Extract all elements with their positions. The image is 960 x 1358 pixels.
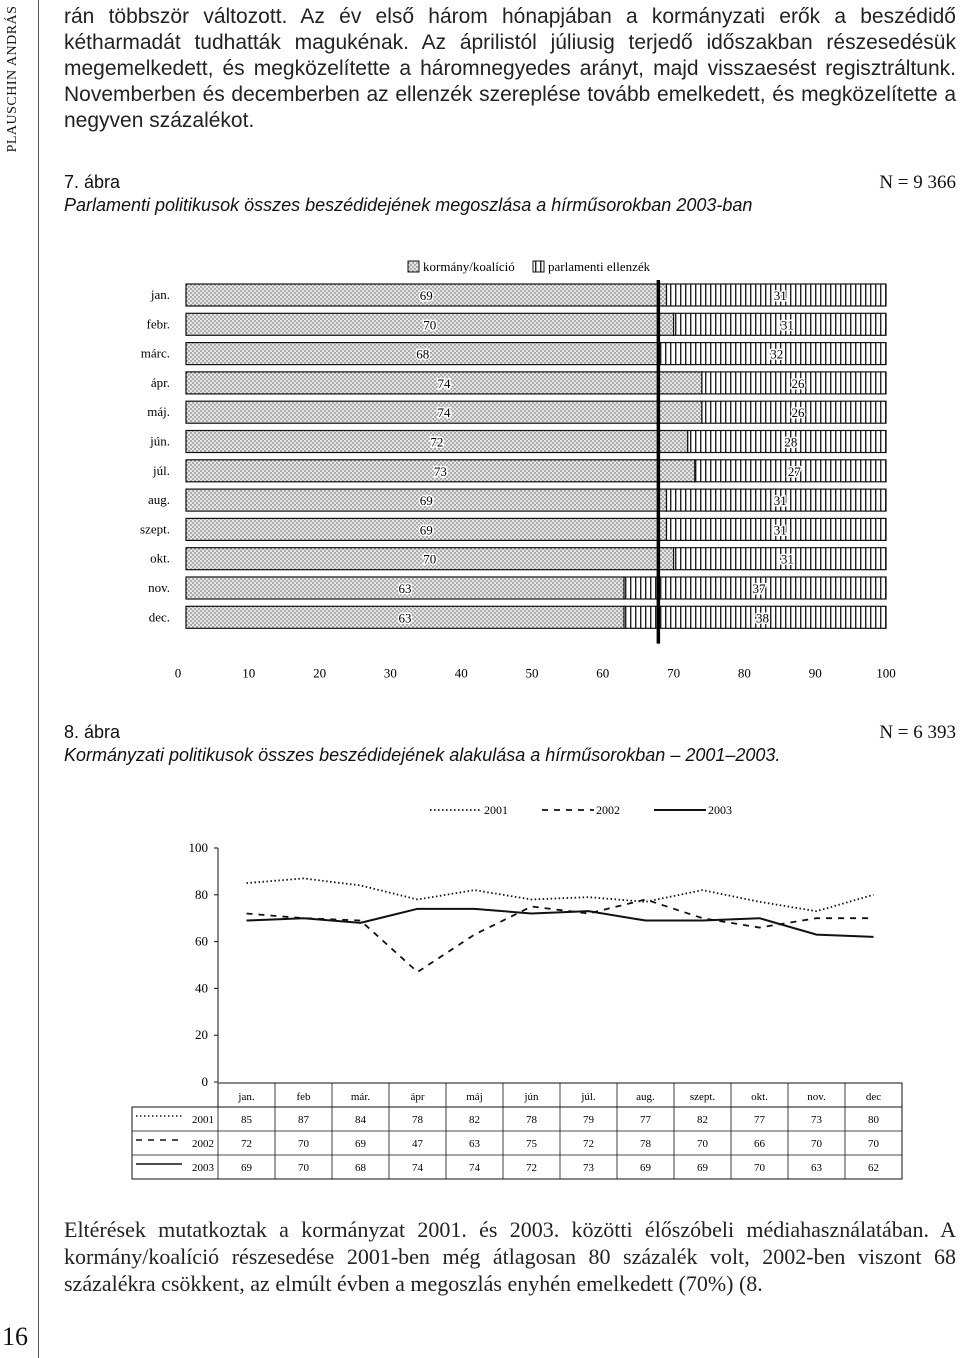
data-label-gov: 72: [430, 434, 444, 450]
table-cell: 72: [526, 1162, 537, 1174]
figure7-number: 7. ábra: [64, 172, 121, 192]
table-cell: 75: [526, 1138, 537, 1150]
x-tick-label: 0: [174, 665, 182, 681]
table-cell: 73: [811, 1114, 822, 1126]
page-number: 16: [2, 1322, 28, 1351]
table-cell: 84: [355, 1114, 366, 1126]
figure8-number: 8. ábra: [64, 722, 121, 742]
table-cell: 62: [868, 1162, 879, 1174]
x-tick-label: 80: [737, 665, 751, 681]
category-label: jan.: [150, 287, 170, 302]
figure8-data-table: [132, 1083, 902, 1179]
table-cell: 47: [412, 1138, 423, 1150]
series-line-2001: [247, 878, 874, 911]
table-month-label: máj: [466, 1091, 483, 1103]
table-series-name: 2002: [192, 1138, 214, 1150]
figure8-n: N = 6 393: [879, 722, 956, 743]
table-cell: 69: [697, 1162, 708, 1174]
figure8-chart: [0, 790, 960, 1190]
figure7-caption: Parlamenti politikusok összes beszédidejének megoszlása a hírműsorokban 2003-ban: [64, 195, 753, 215]
table-cell: 74: [469, 1162, 480, 1174]
legend-label-2003: 2003: [708, 803, 732, 817]
category-label: szept.: [140, 521, 170, 537]
figure7-row: [148, 577, 886, 599]
x-tick-label: 20: [313, 665, 327, 681]
table-month-label: jan.: [238, 1091, 255, 1103]
legend-label-opp: parlamenti ellenzék: [548, 259, 651, 274]
y-tick-label: 100: [188, 840, 208, 855]
figure7-row: [150, 284, 886, 306]
table-cell: 63: [811, 1162, 822, 1174]
data-label-opp: 26: [791, 405, 805, 421]
table-cell: 87: [298, 1114, 309, 1126]
data-label-opp: 26: [791, 375, 805, 391]
category-label: máj.: [147, 404, 170, 420]
table-series-name: 2003: [192, 1162, 214, 1174]
data-label-gov: 69: [419, 493, 433, 509]
table-series-name: 2001: [192, 1114, 214, 1126]
data-label-gov: 69: [419, 288, 433, 303]
table-cell: 68: [355, 1162, 366, 1174]
legend-label-2001: 2001: [484, 803, 508, 817]
figure8-caption: Kormányzati politikusok összes beszédidejének alakulása a hírműsorokban – 2001–2003.: [64, 745, 781, 765]
series-line-2002: [247, 899, 874, 972]
table-cell: 78: [640, 1138, 651, 1150]
figure7-row: [149, 431, 886, 453]
figure7-chart: [0, 250, 960, 690]
data-label-gov: 63: [398, 581, 412, 596]
table-cell: 69: [355, 1138, 366, 1150]
category-label: febr.: [146, 316, 170, 332]
data-label-opp: 31: [780, 317, 794, 333]
table-month-label: júl.: [581, 1091, 596, 1103]
category-label: dec.: [148, 609, 170, 625]
figure7-row: [151, 372, 886, 394]
figure7-row: [140, 518, 886, 540]
table-cell: 82: [469, 1114, 480, 1126]
x-tick-label: 40: [454, 665, 468, 681]
category-label: nov.: [148, 580, 170, 595]
x-tick-label: 90: [808, 665, 822, 681]
data-label-gov: 74: [437, 405, 451, 421]
data-label-opp: 38: [756, 610, 770, 626]
figure7-row: [147, 313, 886, 335]
figure7-header: [64, 172, 956, 216]
category-label: ápr.: [150, 374, 170, 390]
figure7-row: [147, 401, 886, 423]
table-month-label: okt.: [751, 1091, 768, 1103]
intro-paragraph: rán többször változott. Az év első három hónapjában a kormányzati erők a beszédidő kétharmadát tudhatták magukénak. Az áprilistól júliusig terjedő időszakban részesedésük megemelkedett, és megközelítette a háromnegyedes arányt, majd visszaesést regisztráltunk. Novemberben és decemberben az ellenzék szereplése tovább emelkedett, és megközelítette a negyven százalékot.: [64, 5, 956, 132]
x-tick-label: 10: [242, 665, 256, 681]
figure7-row: [148, 489, 886, 511]
table-cell: 69: [640, 1162, 651, 1174]
legend-label-2002: 2002: [596, 803, 620, 817]
table-cell: 79: [583, 1114, 594, 1126]
data-label-opp: 28: [784, 434, 798, 450]
table-month-label: aug.: [636, 1091, 655, 1103]
table-cell: 70: [298, 1162, 309, 1174]
closing-paragraph: Eltérések mutatkoztak a kormányzat 2001. és 2003. közötti élőszóbeli médiahasználatában. A kormány/koalíció részesedése 2001-ben még átlagosan 80 százalék volt, 2002-ben viszont 68 százalékra csökkent, az elmúlt évben a megoszlás enyhén emelkedett (70%) (8.: [64, 1217, 956, 1296]
y-tick-label: 0: [201, 1074, 208, 1089]
x-tick-label: 70: [667, 665, 681, 681]
table-cell: 77: [754, 1114, 765, 1126]
figure7-row: [152, 460, 886, 482]
y-tick-label: 80: [195, 886, 208, 902]
table-cell: 74: [412, 1162, 423, 1174]
category-label: júl.: [153, 462, 170, 478]
table-month-label: nov.: [807, 1091, 826, 1103]
table-cell: 72: [241, 1138, 252, 1150]
bar-opp: [624, 606, 886, 628]
data-label-gov: 74: [437, 375, 451, 391]
data-label-opp: 31: [773, 493, 787, 509]
figure7-row: [150, 548, 886, 570]
table-cell: 73: [583, 1162, 594, 1174]
series-line-2003: [247, 909, 874, 937]
figure8-legend: [430, 803, 732, 817]
category-label: okt.: [150, 550, 170, 566]
table-cell: 78: [412, 1114, 423, 1126]
data-label-opp: 32: [770, 346, 784, 362]
table-month-label: dec: [865, 1091, 882, 1103]
table-cell: 80: [868, 1114, 879, 1126]
table-cell: 70: [298, 1138, 309, 1150]
data-label-opp: 37: [752, 581, 766, 596]
table-cell: 69: [241, 1162, 252, 1174]
figure7-legend: [408, 259, 651, 274]
running-author: PLAUSCHIN ANDRÁS: [5, 5, 20, 153]
y-tick-label: 60: [195, 933, 208, 949]
table-cell: 82: [697, 1114, 708, 1126]
category-label: jún.: [150, 433, 170, 449]
data-label-opp: 31: [773, 522, 787, 538]
data-label-gov: 68: [416, 346, 430, 362]
table-cell: 63: [469, 1138, 480, 1150]
table-cell: 70: [868, 1138, 879, 1150]
data-label-gov: 70: [423, 317, 437, 333]
data-label-gov: 69: [419, 522, 433, 538]
table-cell: 70: [754, 1162, 765, 1174]
table-month-label: már.: [350, 1091, 371, 1103]
legend-swatch-opp: [533, 261, 544, 272]
table-cell: 70: [697, 1138, 708, 1150]
table-cell: 78: [526, 1114, 537, 1126]
table-cell: 77: [640, 1114, 651, 1126]
data-label-opp: 31: [780, 551, 794, 567]
table-month-label: szept.: [689, 1091, 716, 1103]
y-tick-label: 40: [195, 980, 208, 996]
table-month-label: jún: [524, 1091, 539, 1103]
figure7-row: [149, 606, 886, 628]
table-cell: 72: [583, 1138, 594, 1150]
table-month-label: ápr: [410, 1091, 425, 1103]
x-tick-label: 100: [876, 665, 896, 681]
figure7-row: [141, 343, 886, 365]
figure7-n: N = 9 366: [879, 172, 956, 193]
x-tick-label: 50: [525, 665, 539, 681]
data-label-gov: 73: [433, 463, 447, 479]
table-month-label: feb: [296, 1091, 311, 1103]
figure8-header: [64, 722, 956, 766]
legend-swatch-gov: [408, 261, 419, 272]
category-label: aug.: [147, 492, 170, 508]
table-cell: 70: [811, 1138, 822, 1150]
bar-opp: [674, 548, 886, 570]
x-tick-label: 30: [383, 665, 397, 681]
data-label-opp: 27: [787, 463, 801, 479]
category-label: márc.: [140, 345, 170, 361]
data-label-gov: 70: [423, 551, 437, 567]
table-cell: 66: [754, 1138, 765, 1150]
data-label-gov: 63: [398, 610, 412, 626]
bar-opp: [674, 313, 886, 335]
x-tick-label: 60: [596, 665, 610, 681]
data-label-opp: 31: [773, 288, 787, 303]
legend-label-gov: kormány/koalíció: [423, 259, 515, 274]
table-cell: 85: [241, 1114, 252, 1126]
y-tick-label: 20: [195, 1027, 208, 1043]
